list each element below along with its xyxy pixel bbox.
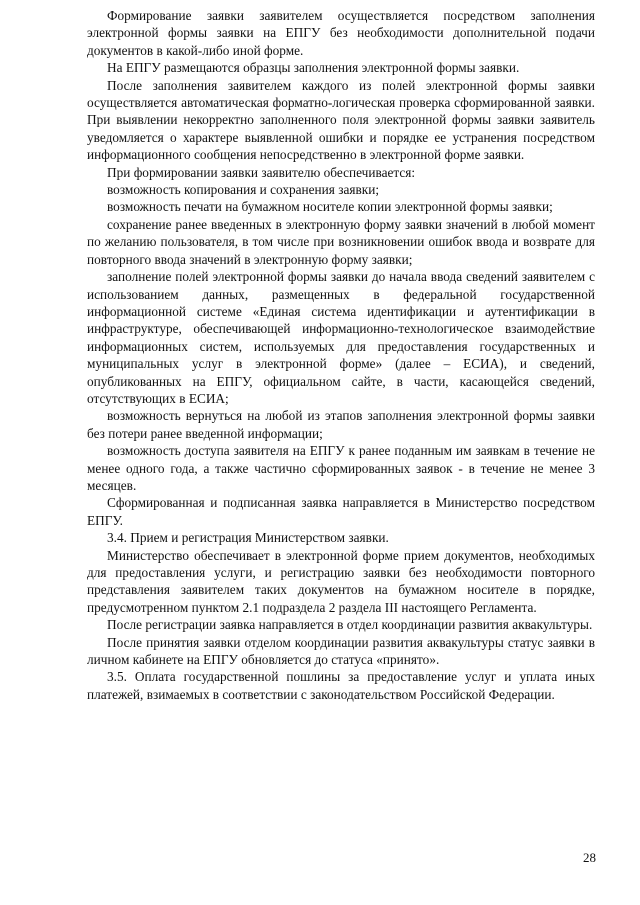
paragraph-format-check: После заполнения заявителем каждого из полей электронной формы заявки осуществляется автоматическая форматно-логическая проверка сформированной заявки. При выявлении некорректно заполненного поля электронной формы заявки заявитель уведомляется о характере выявленной ошибки и порядке ее устранения посредством информационного сообщения непосредственно в электронной форме заявки. — [87, 77, 595, 163]
list-item-access-history: возможность доступа заявителя на ЕПГУ к ранее поданным им заявкам в течение не менее одного года, а также частично сформированных заявок - в течение не менее 3 месяцев. — [87, 443, 595, 493]
section-heading-3-4: 3.4. Прием и регистрация Министерством заявки. — [107, 530, 389, 546]
page-number: 28 — [583, 850, 596, 865]
section-heading-3-5: 3.5. Оплата государственной пошлины за предоставление услуг и уплата иных платежей, взимаемых в соответствии с законодательством Российской Федерации. — [87, 669, 595, 702]
paragraph-application-formation: Формирование заявки заявителем осуществляется посредством заполнения электронной формы заявки на ЕПГУ без необходимости дополнительной подачи документов в какой-либо иной форме. — [87, 8, 595, 58]
list-item-esia-autofill: заполнение полей электронной формы заявки до начала ввода сведений заявителем с использованием данных, размещенных в федеральной государственной информационной системе «Единая система идентификации и аутентификации в инфраструктуре, обеспечивающей информационно-технологическое взаимодействие информационных систем, используемых для предоставления государственных и муниципальных услуг в электронной форме» (далее – ЕСИА), и сведений, опубликованных на ЕПГУ, официальном сайте, в части, касающейся сведений, отсутствующих в ЕСИА; — [87, 269, 595, 406]
paragraph-samples: На ЕПГУ размещаются образцы заполнения электронной формы заявки. — [107, 60, 520, 76]
paragraph-submission: Сформированная и подписанная заявка направляется в Министерство посредством ЕПГУ. — [87, 495, 595, 528]
list-item-save-values: сохранение ранее введенных в электронную форму заявки значений в любой момент по желанию пользователя, в том числе при возникновении ошибок ввода и возврате для повторного ввода значений в электронную форму заявки; — [87, 216, 595, 267]
paragraph-ministry-reception: Министерство обеспечивает в электронной форме прием документов, необходимых для предоставления услуги, и регистрацию заявки без необходимости повторного представления заявителем таких документов на бумажном носителе в порядке, предусмотренном пунктом 2.1 подраздела 2 раздела III настоящего Регламента. — [87, 547, 595, 615]
list-item-return-step: возможность вернуться на любой из этапов заполнения электронной формы заявки без потери ранее введенной информации; — [87, 408, 595, 441]
body-text — [87, 7, 595, 703]
paragraph-status-update: После принятия заявки отделом координации развития аквакультуры статус заявки в личном кабинете на ЕПГУ обновляется до статуса «принято». — [87, 634, 595, 668]
list-item-copy-save: возможность копирования и сохранения заявки; — [107, 182, 380, 198]
paragraph-after-registration: После регистрации заявка направляется в отдел координации развития аквакультуры. — [107, 617, 593, 633]
list-item-print: возможность печати на бумажном носителе копии электронной формы заявки; — [107, 199, 553, 215]
paragraph-provisions-intro: При формировании заявки заявителю обеспечивается: — [107, 164, 416, 180]
